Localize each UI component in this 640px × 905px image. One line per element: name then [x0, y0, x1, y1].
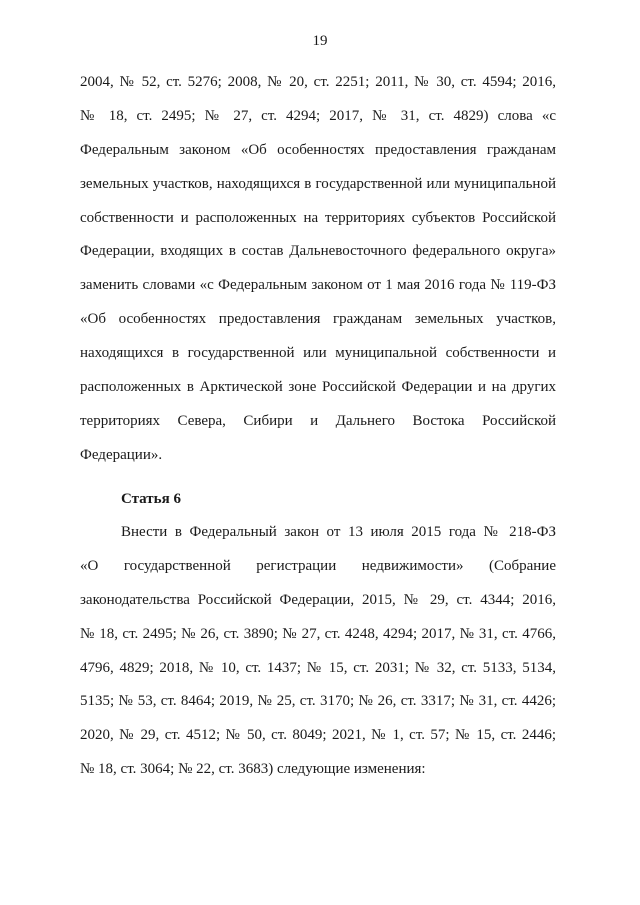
article-heading: Статья 6: [121, 491, 181, 507]
text-line: собственности и расположенных на территориях субъектов Российской: [80, 209, 556, 226]
text-line: территориях Севера, Сибири и Дальнего Востока Российской: [80, 412, 556, 429]
paragraph-article-6: [80, 516, 556, 787]
text-line: № 18, ст. 2495; № 26, ст. 3890; № 27, ст. 4248, 4294; 2017, № 31, ст. 4766,: [80, 625, 556, 642]
text-line: 2020, № 29, ст. 4512; № 50, ст. 8049; 2021, № 1, ст. 57; № 15, ст. 2446;: [80, 727, 556, 744]
text-line: законодательства Российской Федерации, 2015, № 29, ст. 4344; 2016,: [80, 591, 556, 608]
text-line: Федерации, входящих в состав Дальневосточного федерального округа»: [80, 243, 556, 260]
text-line: Внести в Федеральный закон от 13 июля 2015 года № 218-ФЗ: [121, 524, 556, 540]
text-line: 5135; № 53, ст. 8464; 2019, № 25, ст. 3170; № 26, ст. 3317; № 31, ст. 4426;: [80, 693, 556, 710]
text-line: заменить словами «с Федеральным законом от 1 мая 2016 года № 119-ФЗ: [80, 277, 556, 294]
page-number: 19: [312, 33, 328, 49]
text-line: Федерации».: [80, 446, 163, 463]
text-line: № 18, ст. 3064; № 22, ст. 3683) следующие изменения:: [80, 761, 426, 778]
text-line: земельных участков, находящихся в государственной или муниципальной: [80, 175, 556, 192]
paragraph-amendment-continuation: [80, 66, 556, 473]
text-line: «О государственной регистрации недвижимости» (Собрание: [80, 557, 556, 574]
text-line: 2004, № 52, ст. 5276; 2008, № 20, ст. 2251; 2011, № 30, ст. 4594; 2016,: [80, 74, 556, 90]
text-line: расположенных в Арктической зоне Российской Федерации и на других: [80, 379, 556, 396]
text-line: Федеральным законом «Об особенностях предоставления гражданам: [80, 141, 556, 158]
text-line: 4796, 4829; 2018, № 10, ст. 1437; № 15, ст. 2031; № 32, ст. 5133, 5134,: [80, 659, 556, 676]
text-line: находящихся в государственной или муниципальной собственности и: [80, 345, 556, 362]
text-line: № 18, ст. 2495; № 27, ст. 4294; 2017, № 31, ст. 4829) слова «с: [80, 107, 556, 124]
text-line: «Об особенностях предоставления гражданам земельных участков,: [80, 311, 556, 328]
